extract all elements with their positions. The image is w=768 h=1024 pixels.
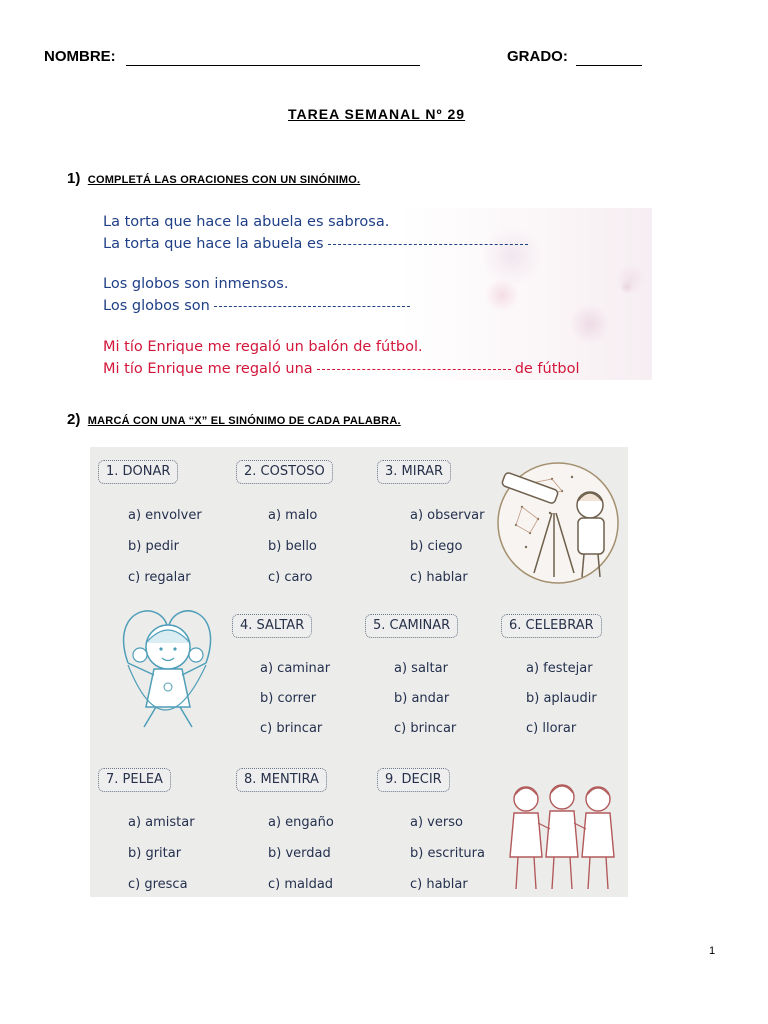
option-5a[interactable]: a) saltar <box>394 661 448 676</box>
option-6c[interactable]: c) llorar <box>526 721 577 736</box>
nombre-row <box>44 48 420 66</box>
word-tag-caminar: 5. CAMINAR <box>365 614 458 638</box>
word-tag-saltar: 4. SALTAR <box>232 614 312 638</box>
grado-label: GRADO: <box>507 48 568 65</box>
option-6b[interactable]: b) aplaudir <box>526 691 597 706</box>
nombre-blank[interactable] <box>126 48 420 66</box>
sentence-1b-text: La torta que hace la abuela es <box>103 236 324 252</box>
option-9b[interactable]: b) escritura <box>410 846 485 861</box>
sentence-3b-end: de fútbol <box>514 361 580 377</box>
option-8c[interactable]: c) maldad <box>268 877 334 892</box>
decor-bubble <box>620 280 634 294</box>
option-4b[interactable]: b) correr <box>260 691 317 706</box>
option-8b[interactable]: b) verdad <box>268 846 331 861</box>
option-4c[interactable]: c) brincar <box>260 721 323 736</box>
option-6a[interactable]: a) festejar <box>526 661 593 676</box>
decor-bubble <box>570 304 610 344</box>
option-5b[interactable]: b) andar <box>394 691 450 706</box>
sentence-1b <box>103 236 532 252</box>
option-3b[interactable]: b) ciego <box>410 539 463 554</box>
option-2b[interactable]: b) bello <box>268 539 317 554</box>
word-tag-mentira: 8. MENTIRA <box>236 768 327 792</box>
option-5c[interactable]: c) brincar <box>394 721 457 736</box>
word-tag-decir: 9. DECIR <box>377 768 450 792</box>
exercise-2-panel <box>90 447 628 897</box>
option-1b[interactable]: b) pedir <box>128 539 179 554</box>
answer-blank-1[interactable] <box>328 244 528 245</box>
decor-bubble <box>482 226 542 286</box>
decor-bubble <box>485 278 519 312</box>
option-2c[interactable]: c) caro <box>268 570 313 585</box>
option-3a[interactable]: a) observar <box>410 508 485 523</box>
q1-instruction: COMPLETÁ LAS ORACIONES CON UN SINÓNIMO. <box>87 174 361 186</box>
sentence-3a: Mi tío Enrique me regaló un balón de fútbol. <box>103 339 423 355</box>
word-tag-pelea: 7. PELEA <box>98 768 171 792</box>
option-3c[interactable]: c) hablar <box>410 570 468 585</box>
option-1a[interactable]: a) envolver <box>128 508 202 523</box>
sentence-2a: Los globos son inmensos. <box>103 276 289 292</box>
nombre-label: NOMBRE: <box>44 48 116 65</box>
exercise-1-panel <box>90 208 652 380</box>
sentence-2b <box>103 298 414 314</box>
word-tag-celebrar: 6. CELEBRAR <box>501 614 602 638</box>
option-7c[interactable]: c) gresca <box>128 877 188 892</box>
boys-arguing-illustration <box>500 777 622 895</box>
option-8a[interactable]: a) engaño <box>268 815 334 830</box>
q1-number: 1) <box>67 170 81 187</box>
answer-blank-2[interactable] <box>214 306 410 307</box>
jumping-girl-illustration <box>104 595 224 745</box>
option-2a[interactable]: a) malo <box>268 508 318 523</box>
sentence-2b-text: Los globos son <box>103 298 210 314</box>
page-number: 1 <box>709 945 716 957</box>
grado-row <box>507 48 642 66</box>
sentence-3b <box>103 361 580 377</box>
answer-blank-3[interactable] <box>317 369 511 370</box>
q2-heading <box>67 411 401 429</box>
page-title: TAREA SEMANAL Nº 29 <box>288 106 466 122</box>
sentence-1a: La torta que hace la abuela es sabrosa. <box>103 214 390 230</box>
q2-number: 2) <box>67 411 81 428</box>
grado-blank[interactable] <box>576 48 642 66</box>
option-4a[interactable]: a) caminar <box>260 661 331 676</box>
telescope-illustration <box>492 455 622 591</box>
q1-heading <box>67 170 360 188</box>
word-tag-costoso: 2. COSTOSO <box>236 460 333 484</box>
option-7a[interactable]: a) amistar <box>128 815 195 830</box>
option-9a[interactable]: a) verso <box>410 815 463 830</box>
sentence-3b-text: Mi tío Enrique me regaló una <box>103 361 313 377</box>
word-tag-mirar: 3. MIRAR <box>377 460 451 484</box>
word-tag-donar: 1. DONAR <box>98 460 178 484</box>
option-7b[interactable]: b) gritar <box>128 846 182 861</box>
option-9c[interactable]: c) hablar <box>410 877 468 892</box>
q2-instruction: MARCÁ CON UNA “X” EL SINÓNIMO DE CADA PALABRA. <box>87 415 401 427</box>
option-1c[interactable]: c) regalar <box>128 570 191 585</box>
